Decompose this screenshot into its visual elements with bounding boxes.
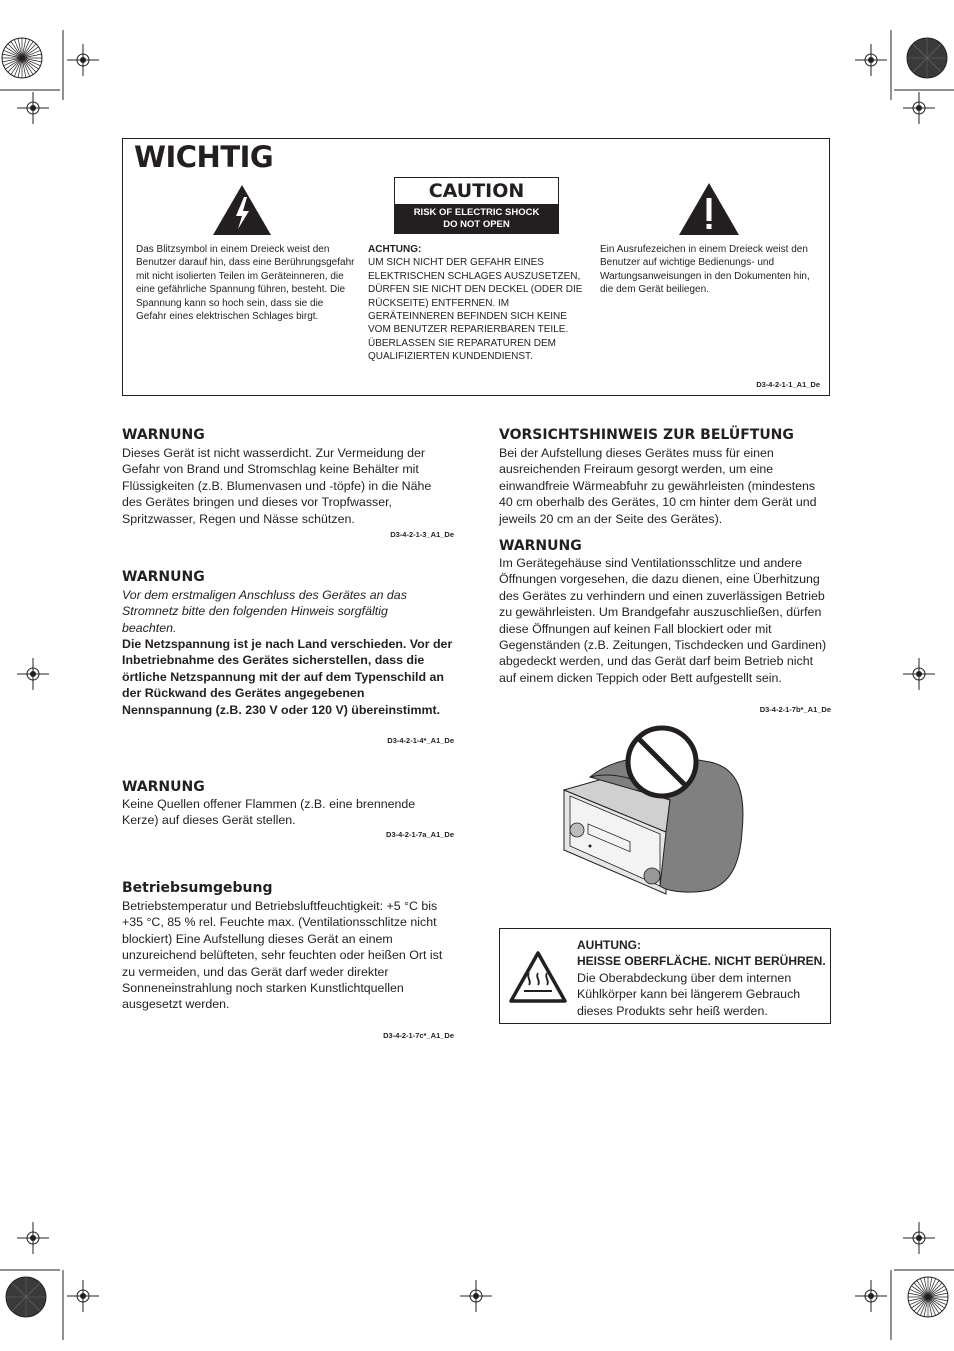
doc-code: D3-4-2-1-7b*_A1_De — [759, 705, 831, 714]
warning-text-2: Die Netzspannung ist je nach Land verschieden. Vor der Inbetriebnahme des Gerätes sicherstellen, dass die örtliche Netzspannung mit der auf dem Typenschild an der Rückwand des Gerätes angegebenen Nennspannung (z.B. 230 V oder 120 V) übereinstimmt. — [122, 637, 453, 717]
exclamation-triangle-icon — [677, 181, 741, 237]
environment-text: Betriebstemperatur und Betriebsluftfeuchtigkeit: +5 °C bis +35 °C, 85 % rel. Feuchte max. (Ventilationsschlitze nicht blockiert) Eine Aufstellung dieses Gerät an einem unzureichend belüfteten, sehr feuchten oder heißen Ort ist zu vermeiden, und das Gerät darf weder direkter Sonneneinstrahlung noch starken Kunstlichtquellen ausgesetzt werden. — [122, 899, 443, 1012]
warning-title-4: WARNUNG — [499, 538, 582, 554]
warning-title-1: WARNUNG — [122, 427, 205, 443]
achtung-text: UM SICH NICHT DER GEFAHR EINES ELEKTRISCHEN SCHLAGES AUSZUSETZEN, DÜRFEN SIE NICHT DEN DECKEL (ODER DIE RÜCKSEITE) ENTFERNEN. IM GERÄTEINNEREN BEFINDEN SICH KEINE VOM BENUTZER REPARIERBAREN TEILE. ÜBERLASSEN SIE REPARATUREN DEM QUALIFIZIERTEN KUNDENDIENST. — [368, 257, 583, 363]
covered-receiver-illustration — [560, 722, 750, 897]
hot-surface-text-block — [577, 937, 827, 1019]
warning-title-2: WARNUNG — [122, 569, 205, 585]
achtung-heading: ACHTUNG: — [368, 244, 422, 255]
lightning-triangle-icon — [211, 183, 273, 237]
doc-code: D3-4-2-1-3_A1_De — [390, 530, 454, 539]
caution-sub-line-1: RISK OF ELECTRIC SHOCK — [413, 207, 540, 218]
doc-code: D3-4-2-1-7c*_A1_De — [383, 1031, 454, 1040]
hot-surface-box — [499, 928, 831, 1024]
warning-intro-2: Vor dem erstmaligen Anschluss des Gerätes an das Stromnetz bitte den folgenden Hinweis sorgfältig beachten. — [122, 588, 407, 635]
achtung-description — [368, 243, 588, 364]
doc-code: D3-4-2-1-4*_A1_De — [387, 736, 454, 745]
ventilation-title: VORSICHTSHINWEIS ZUR BELÜFTUNG — [499, 427, 794, 443]
warning-text-3: Keine Quellen offener Flammen (z.B. eine brennende Kerze) auf dieses Gerät stellen. — [122, 797, 416, 828]
hot-surface-text: Die Oberabdeckung über dem internen Kühlkörper kann bei längerem Gebrauch dieses Produkts sehr heiß werden. — [577, 970, 801, 1018]
doc-code: D3-4-2-1-7a_A1_De — [386, 830, 454, 839]
warning-text-4: Im Gerätegehäuse sind Ventilationsschlitze und andere Öffnungen vorgesehen, die dazu dienen, eine Überhitzung des Gerätes zu verhindern und einen zuverlässigen Betrieb zu gewährleisten. Um Brandgefahr auszuschließen, dürfen diese Öffnungen auf keinen Fall blockiert oder mit Gegenständen (z.B. Zeitungen, Tischdecken und Gardinen) abgedeckt werden, und das Gerät darf beim Betrieb nicht auf einem dicken Teppich oder Bett aufgestellt sein. — [499, 556, 827, 685]
hot-surface-heading-2: HEISSE OBERFLÄCHE. NICHT BERÜHREN. — [577, 954, 826, 969]
doc-code: D3-4-2-1-1_A1_De — [756, 380, 820, 389]
caution-label — [394, 177, 559, 234]
environment-title: Betriebsumgebung — [122, 880, 273, 896]
lightning-description: Das Blitzsymbol in einem Dreieck weist den Benutzer darauf hin, dass eine Berührungsgefahr mit nicht isolierten Teilen im Geräteinneren, die eine gefährliche Spannung führen, besteht. Die Spannung kann so hoch sein, dass sie die Gefahr eines elektrischen Schlages birgt. — [136, 244, 355, 323]
caution-word: CAUTION — [428, 180, 525, 202]
page-title: WICHTIG — [134, 140, 274, 174]
caution-sub-line-2: DO NOT OPEN — [443, 219, 510, 230]
ventilation-text: Bei der Aufstellung dieses Gerätes muss für einen ausreichenden Freiraum gesorgt werden, um eine einwandfreie Wärmeabfuhr zu gewährleisten (mindestens 40 cm oberhalb des Gerätes, 10 cm hinter dem Gerät und jeweils 20 cm an der Seite des Gerätes). — [499, 446, 817, 526]
warning-text-1: Dieses Gerät ist nicht wasserdicht. Zur Vermeidung der Gefahr von Brand und Stromschlag keine Behälter mit Flüssigkeiten (z.B. Blumenvasen und -töpfe) in die Nähe des Gerätes bringen und dieses vor Tropfwasser, Spritzwasser, Regen und Nässe schützen. — [122, 446, 432, 526]
warning-title-3: WARNUNG — [122, 779, 205, 795]
exclamation-description: Ein Ausrufezeichen in einem Dreieck weist den Benutzer auf wichtige Bedienungs- und Wartungsanweisungen in den Dokumenten hin, die dem Gerät beiliegen. — [600, 244, 810, 296]
hot-surface-icon — [509, 951, 567, 1003]
caution-subtext — [395, 204, 558, 233]
hot-surface-heading-1: AUHTUNG: — [577, 938, 641, 952]
